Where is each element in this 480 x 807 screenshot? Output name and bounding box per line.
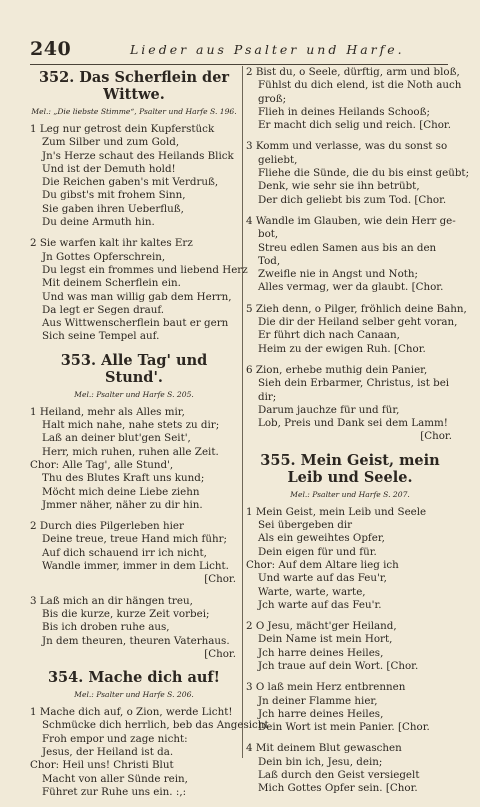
verse-line: Bis die kurze, kurze Zeit vorbei; [42,607,210,620]
verse-line: Thu des Blutes Kraft uns kund; [42,472,205,485]
page-header [30,38,450,60]
verse-line: 5 Zieh denn, o Pilger, fröhlich deine Bahn, [246,302,467,315]
verse-line: Da legt er Segen drauf. [42,303,165,316]
running-head: Lieder aus Psalter und Harfe. [130,42,405,57]
verse-line: Darum jauchze für und für, [258,403,400,416]
verse-line: Jn Gottes Opferschrein, [42,250,166,263]
verse-line: [Chor. [420,430,452,443]
column-divider [242,66,243,758]
hymn-verse [246,302,467,356]
verse-line: Dein bin ich, Jesu, dein; [258,755,383,768]
verse-line: Er führt dich nach Canaan, [258,329,400,342]
hymn-verse [30,237,248,343]
verse-line: 3 Laß mich an dir hängen treu, [30,594,193,607]
verse-line: Die dir der Heiland selber geht voran, [258,316,458,329]
verse-line: Tod, [258,254,281,267]
verse-line: Fühlst du dich elend, ist die Noth auch [258,79,462,92]
verse-line: 1 Mache dich auf, o Zion, werde Licht! [30,706,233,719]
verse-line: Chor: Alle Tag', alle Stund', [30,458,174,471]
hymn-verse [246,681,454,734]
hymn-verse [246,66,462,132]
verse-line: Jch harre deines Heiles, [258,707,384,720]
verse-line: 1 Mein Geist, mein Leib und Seele [246,505,427,518]
verse-line: Jch traue auf dein Wort. [Chor. [258,659,419,672]
verse-line: 2 Bist du, o Seele, dürftig, arm und bloß, [246,66,460,78]
verse-line: Streu edlen Samen aus bis an den [258,241,437,254]
melody-note: Mel.: „Die liebste Stimme“, Psalter und Harfe S. 196. [31,107,237,116]
verse-line: Und warte auf das Feu'r, [258,572,387,585]
verse-line: Dein Name ist mein Hort, [258,633,393,646]
verse-line: 4 Wandle im Glauben, wie dein Herr ge- [246,214,456,227]
verse-line: 1 Heiland, mehr als Alles mir, [30,405,185,418]
verse-line: Laß durch den Geist versiegelt [258,769,420,782]
verse-line: Froh empor und zage nicht: [42,732,188,745]
verse-line: Jn dem theuren, theuren Vaterhaus. [42,634,230,647]
verse-line: Halt mich nahe, nahe stets zu dir; [42,419,220,432]
verse-line: Jch warte auf das Feu'r. [258,598,382,611]
verse-line: dir; [258,390,277,403]
hymn-verse [30,406,238,512]
verse-line: bot, [258,228,279,241]
hymn-verse [246,506,454,612]
verse-line: geliebt, [258,153,298,166]
verse-line: 3 O laß mein Herz entbrennen [246,681,406,694]
verse-line: Auf dich schauend irr ich nicht, [42,546,207,559]
verse-line: Warte, warte, warte, [258,585,366,598]
header-rule [30,64,448,65]
hymn-verse [30,595,238,661]
verse-line: Bis ich droben ruhe aus, [42,621,170,634]
hymn-verse [30,520,238,586]
verse-line: Du legst ein frommes und liebend Herz [42,263,248,276]
hymn-title: 354. Mache dich auf! [47,669,221,687]
verse-line: Führet zur Ruhe uns ein. :,: [42,785,187,798]
hymn-verse [246,620,454,673]
verse-line: Mich Gottes Opfer sein. [Chor. [258,782,418,795]
verse-line: 2 O Jesu, mächt'ger Heiland, [246,620,397,633]
hymn-title: 353. Alle Tag' und Stund'. [60,351,208,386]
verse-line: Und ist der Demuth hold! [42,162,176,175]
verse-line: Und was man willig gab dem Herrn, [42,290,232,303]
hymn-title: 355. Mein Geist, mein Leib und Seele. [260,451,440,486]
verse-line: Denk, wie sehr sie ihn betrübt, [258,180,420,193]
verse-line: Laß an deiner blut'gen Seit', [42,432,191,445]
verse-line: Zweifle nie in Angst und Noth; [258,268,419,281]
verse-line: Jch harre deines Heiles, [258,646,384,659]
verse-line: [Chor. [204,573,236,586]
verse-line: Als ein geweihtes Opfer, [258,532,385,545]
hymn-verse [246,215,454,295]
verse-line: Die Reichen gaben's mit Verdruß, [42,176,219,189]
verse-line: Zum Silber und zum Gold, [42,136,180,149]
verse-line: Jesus, der Heiland ist da. [42,745,174,758]
melody-note: Mel.: Psalter und Harfe S. 206. [74,690,194,700]
verse-line: Lob, Preis und Dank sei dem Lamm! [258,417,448,430]
hymn-title: 352. Das Scherflein der Wittwe. [38,69,230,103]
verse-line: Mit deinem Scherflein ein. [42,277,181,290]
verse-line: Herr, mich ruhen, ruhen alle Zeit. [42,445,219,458]
verse-line: 2 Sie warfen kalt ihr kaltes Erz [30,237,193,250]
hymn-verse [246,140,470,206]
verse-line: Heim zu der ewigen Ruh. [Chor. [258,342,426,355]
verse-line: Sei übergeben dir [258,519,353,532]
verse-line: Dein eigen für und für. [258,545,377,558]
verse-line: Der dich geliebt bis zum Tod. [Chor. [258,193,447,206]
hymn-verse [30,706,269,799]
verse-line: Du deine Armuth hin. [42,216,155,229]
right-column [246,66,470,804]
verse-line: Jn's Herze schaut des Heilands Blick [42,149,234,162]
verse-line: Flieh in deines Heilands Schooß; [258,105,430,118]
verse-line: 2 Durch dies Pilgerleben hier [30,520,184,533]
verse-line: Deine treue, treue Hand mich führ; [42,533,228,546]
verse-line: Jmmer näher, näher zu dir hin. [42,498,203,511]
verse-line: Chor: Auf dem Altare lieg ich [246,558,399,571]
verse-line: 4 Mit deinem Blut gewaschen [246,742,402,755]
verse-line: [Chor. [204,647,236,660]
hymn-verse [30,123,238,229]
verse-line: 6 Zion, erhebe muthig dein Panier, [246,363,428,376]
verse-line: Dein Wort ist mein Panier. [Chor. [258,721,430,734]
verse-line: Aus Wittwenscherflein baut er gern [42,317,229,330]
verse-line: 1 Leg nur getrost dein Kupferstück [30,123,215,135]
verse-line: Möcht mich deine Liebe ziehn [42,485,200,498]
verse-line: Schmücke dich herrlich, beb das Angesicht [42,719,269,732]
verse-line: Sieh dein Erbarmer, Christus, ist bei [258,377,450,390]
verse-line: 3 Komm und verlasse, was du sonst so [246,140,448,153]
verse-line: Fliehe die Sünde, die du bis einst geübt; [258,167,470,180]
hymn-verse [246,364,454,444]
verse-line: Sich seine Tempel auf. [42,330,160,343]
verse-line: Du gibst's mit frohem Sinn, [42,189,186,202]
page-number: 240 [30,38,72,60]
melody-note: Mel.: Psalter und Harfe S. 205. [74,389,194,399]
verse-line: Sie gaben ihren Ueberfluß, [42,202,184,215]
verse-line: groß; [258,92,287,105]
verse-line: Er macht dich selig und reich. [Chor. [258,119,451,132]
verse-line: Alles vermag, wer da glaubt. [Chor. [258,281,444,294]
verse-line: Wandle immer, immer in dem Licht. [42,560,229,573]
verse-line: Jn deiner Flamme hier, [258,694,378,707]
verse-line: Macht von aller Sünde rein, [42,772,188,785]
melody-note: Mel.: Psalter und Harfe S. 207. [290,489,410,499]
hymn-verse [246,742,454,795]
verse-line: Chor: Heil uns! Christi Blut [30,759,174,772]
